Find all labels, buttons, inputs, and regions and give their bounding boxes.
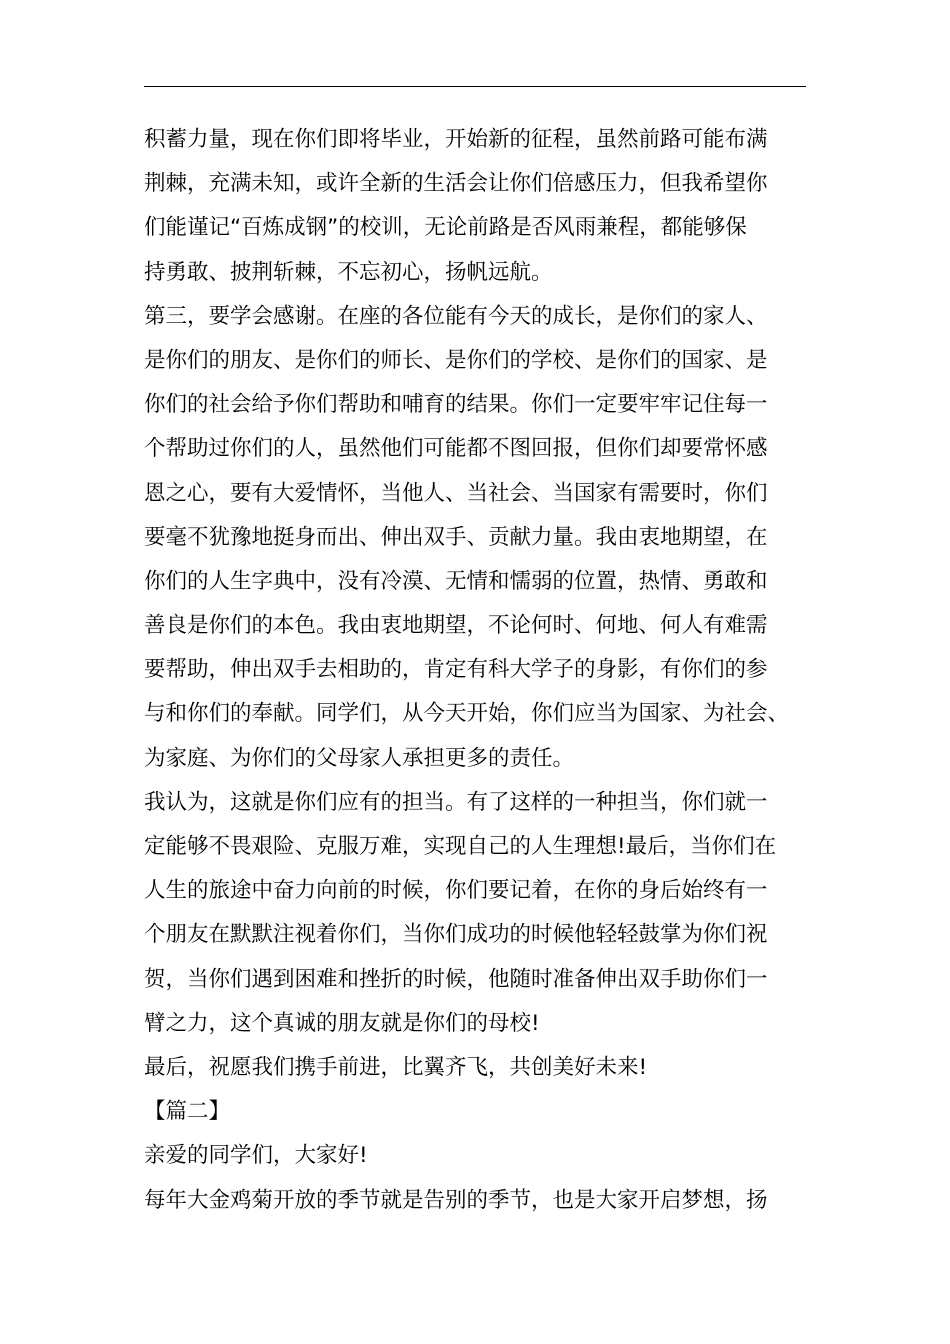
body-text <box>144 118 808 1223</box>
text-line: 持勇敢、披荆斩棘，不忘初心，扬帆远航。 <box>144 259 553 285</box>
section-heading: 【篇二】 <box>144 1099 231 1125</box>
text-line: 积蓄力量，现在你们即将毕业，开始新的征程，虽然前路可能布满 <box>144 127 768 152</box>
text-line: 们能谨记“百炼成钢”的校训，无论前路是否风雨兼程，都能够保 <box>144 215 747 241</box>
text-line: 荆棘，充满未知，或许全新的生活会让你们倍感压力，但我希望你 <box>144 171 768 197</box>
text-line: 为家庭、为你们的父母家人承担更多的责任。 <box>144 745 575 771</box>
text-line: 每年大金鸡菊开放的季节就是告别的季节，也是大家开启梦想，扬 <box>144 1187 768 1213</box>
text-line: 我认为，这就是你们应有的担当。有了这样的一种担当，你们就一 <box>144 789 768 815</box>
text-line: 恩之心，要有大爱情怀，当他人、当社会、当国家有需要时，你们 <box>144 480 768 506</box>
text-line: 个帮助过你们的人，虽然他们可能都不图回报，但你们却要常怀感 <box>144 436 768 462</box>
text-line: 你们的人生字典中，没有冷漠、无情和懦弱的位置，热情、勇敢和 <box>144 568 768 594</box>
text-line: 你们的社会给予你们帮助和哺育的结果。你们一定要牢牢记住每一 <box>144 392 768 418</box>
text-line: 定能够不畏艰险、克服万难，实现自己的人生理想!最后，当你们在 <box>144 834 777 859</box>
text-line: 第三，要学会感谢。在座的各位能有今天的成长，是你们的家人、 <box>144 303 768 329</box>
text-line: 贺，当你们遇到困难和挫折的时候，他随时准备伸出双手助你们一 <box>144 966 768 992</box>
text-line: 要帮助，伸出双手去相助的，肯定有科大学子的身影，有你们的参 <box>144 657 768 683</box>
text-line: 要毫不犹豫地挺身而出、伸出双手、贡献力量。我由衷地期望，在 <box>144 524 768 550</box>
text-line: 是你们的朋友、是你们的师长、是你们的学校、是你们的国家、是 <box>144 347 768 373</box>
text-line: 人生的旅途中奋力向前的时候，你们要记着，在你的身后始终有一 <box>144 878 768 904</box>
text-line: 善良是你们的本色。我由衷地期望，不论何时、何地、何人有难需 <box>144 613 768 639</box>
salutation: 亲爱的同学们，大家好! <box>144 1143 368 1169</box>
text-line: 最后，祝愿我们携手前进，比翼齐飞，共创美好未来! <box>144 1054 648 1080</box>
text-line: 个朋友在默默注视着你们，当你们成功的时候他轻轻鼓掌为你们祝 <box>144 922 768 948</box>
text-line: 臂之力，这个真诚的朋友就是你们的母校! <box>144 1010 540 1036</box>
text-line: 与和你们的奉献。同学们，从今天开始，你们应当为国家、为社会、 <box>144 701 790 727</box>
header-rule <box>144 86 806 87</box>
